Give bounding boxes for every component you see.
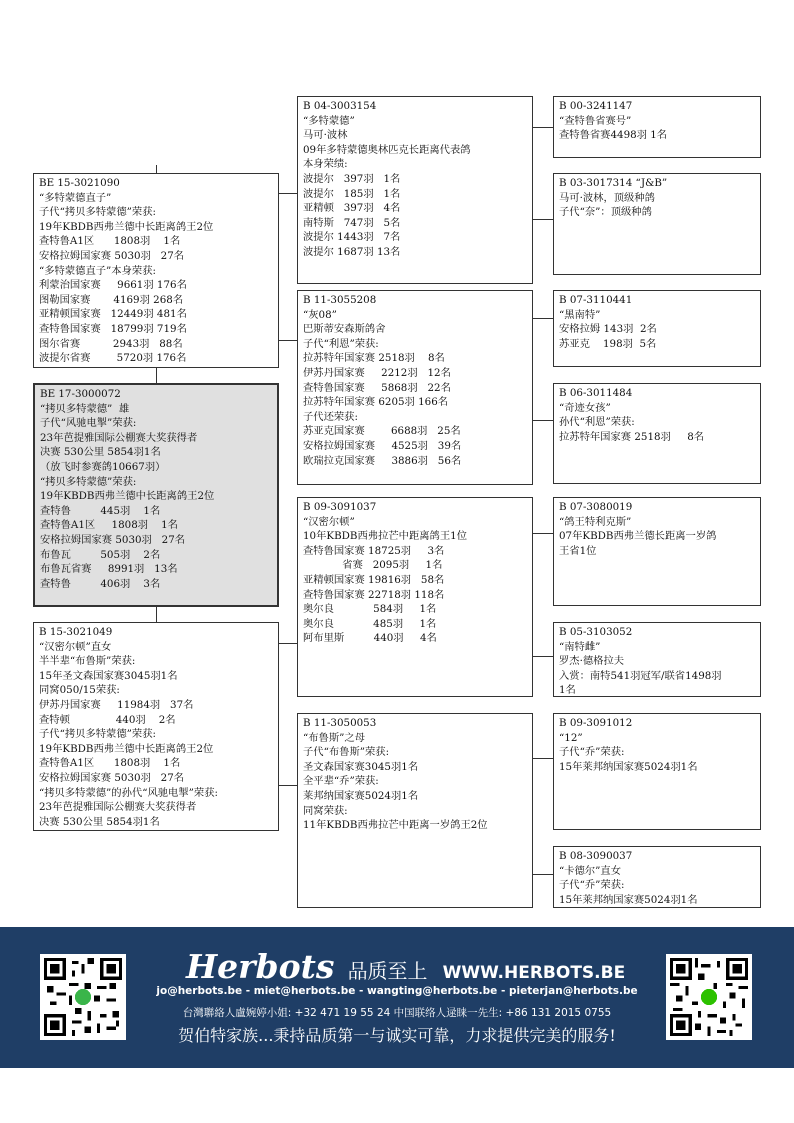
pedigree-line: 图尔省赛 2943羽 88名 — [39, 337, 183, 350]
pedigree-line: 波提尔 185羽 1名 — [303, 187, 401, 200]
pedigree-line: 查特鲁 406羽 3名 — [40, 577, 161, 590]
pedigree-line: 圣文森国家赛3045羽1名 — [303, 760, 419, 773]
pedigree-line: 19年KBDB西弗兰德中长距离鸽王2位 — [39, 742, 214, 755]
pedigree-line: 苏亚克国家赛 6688羽 25名 — [303, 425, 461, 438]
pedigree-line: 查特鲁省赛4498羽 1名 — [559, 129, 668, 142]
dam-dam-sire-box — [553, 713, 761, 830]
pedigree-line: 奥尔良 584羽 1名 — [303, 603, 437, 616]
pedigree-line: 马可·波林，顶级种鸽 — [559, 191, 655, 204]
ring-number: B 15-3021049 — [39, 626, 113, 638]
pedigree-line: “布鲁斯”之母 — [303, 731, 366, 744]
pedigree-line: 本身荣绩: — [303, 158, 348, 171]
sire-dam-box — [297, 290, 533, 485]
pedigree-line: “汉密尔顿”直女 — [39, 640, 112, 653]
pedigree-line: 阿布里斯 440羽 4名 — [303, 632, 437, 645]
pedigree-line: 安格拉姆 143羽 2名 — [559, 323, 657, 336]
connector-line — [533, 219, 553, 220]
connector-line — [533, 533, 553, 534]
connector-line — [279, 193, 297, 194]
pedigree-line: 决赛 530公里 5854羽1名 — [40, 446, 161, 459]
pedigree-line: 15年莱邦纳国家赛5024羽1名 — [559, 760, 698, 773]
pedigree-line: 15年莱邦纳国家赛5024羽1名 — [559, 893, 698, 906]
ring-number: B 08-3090037 — [559, 850, 633, 862]
pedigree-line: 查特鲁 445羽 1名 — [40, 504, 161, 517]
pedigree-line: “南特雌” — [559, 640, 601, 653]
pedigree-line: 拉苏特年国家赛 2518羽 8名 — [303, 352, 445, 365]
pedigree-line: 查特顿 440羽 2名 — [39, 713, 176, 726]
pedigree-line: “鸽王特利克斯” — [559, 515, 632, 528]
pedigree-line: 王省1位 — [559, 544, 597, 557]
pedigree-line: 莱邦纳国家赛5024羽1名 — [303, 789, 419, 802]
pedigree-line: 罗杰·德格拉夫 — [559, 655, 625, 668]
ring-number: B 07-3110441 — [559, 294, 633, 306]
pedigree-line: 亚精顿国家赛 19816羽 58名 — [303, 573, 445, 586]
pedigree-line: 同窝050/15荣获: — [39, 684, 120, 697]
pedigree-line: “多特蒙德” — [303, 114, 355, 127]
ring-number: B 09-3091037 — [303, 501, 377, 513]
pedigree-line: 安格拉姆国家赛 5030羽 27名 — [40, 533, 186, 546]
pedigree-line: 伊苏丹国家赛 2212羽 12名 — [303, 366, 451, 379]
pedigree-line: 09年多特蒙德奥林匹克长距离代表鸽 — [303, 143, 471, 156]
pedigree-line: 波提尔 1443羽 7名 — [303, 231, 401, 244]
connector-line — [533, 127, 553, 128]
pedigree-line: 波提尔 1687羽 13名 — [303, 245, 401, 258]
pedigree-line: “拷贝多特蒙德”的孙代“风驰电掣”荣获: — [39, 786, 218, 799]
connector-line — [156, 165, 157, 173]
pedigree-line: 子代“布鲁斯”荣获: — [303, 746, 390, 759]
ring-number: B 09-3091012 — [559, 717, 633, 729]
pedigree-line: 子代“奈”：顶级种鸽 — [559, 206, 652, 219]
qr-code-right[interactable] — [666, 954, 752, 1040]
herbots-logo[interactable]: Herbots — [186, 947, 335, 986]
pedigree-line: 省赛 2095羽 1名 — [303, 559, 443, 572]
pedigree-line: “拷贝多特蒙德”荣获: — [40, 475, 137, 488]
pedigree-line: 亚精顿 397羽 4名 — [303, 202, 401, 215]
subject-box — [33, 383, 279, 607]
pedigree-line: “黑南特” — [559, 308, 601, 321]
qr-pattern — [44, 958, 122, 1036]
website-link[interactable]: WWW.HERBOTS.BE — [442, 963, 626, 983]
connector-line — [279, 643, 297, 644]
pedigree-line: “奇迹女孩” — [559, 401, 611, 414]
pedigree-line: 15年圣文森国家赛3045羽1名 — [39, 669, 178, 682]
qr-code-left[interactable] — [40, 954, 126, 1040]
email-list[interactable]: jo@herbots.be - miet@herbots.be - wangting@herbots.be - pieterjan@herbots.be — [156, 985, 638, 997]
dam-sire-dam-box — [553, 622, 761, 697]
ring-number: B 07-3080019 — [559, 501, 633, 513]
pedigree-line: 布鲁瓦 505羽 2名 — [40, 548, 161, 561]
pedigree-line: 1名 — [559, 684, 576, 697]
pedigree-line: “12” — [559, 731, 583, 744]
pedigree-line: 入赏：南特541羽冠军/联省1498羽 — [559, 669, 722, 682]
pedigree-line: 安格拉姆国家赛 5030羽 27名 — [39, 771, 185, 784]
dam-dam-dam-box — [553, 846, 761, 908]
pedigree-line: “查特鲁省赛号” — [559, 114, 632, 127]
sire-sire-box — [297, 96, 533, 284]
wechat-icon — [701, 989, 717, 1005]
pedigree-line: 子代还荣获: — [303, 410, 358, 423]
pedigree-line: 查特鲁国家赛 18799羽 719名 — [39, 322, 187, 335]
pedigree-line: 全平辈“乔”荣获: — [303, 775, 379, 788]
pedigree-line: “拷贝多特蒙德” 雄 — [40, 402, 130, 415]
ring-number: BE 15-3021090 — [39, 177, 120, 189]
pedigree-line: 波提尔 397羽 1名 — [303, 172, 401, 185]
pedigree-line: 查特鲁A1区 1808羽 1名 — [39, 235, 181, 248]
pedigree-line: “多特蒙德直子”本身荣获: — [39, 264, 156, 277]
pedigree-line: 07年KBDB西弗兰德长距离一岁鸽 — [559, 530, 717, 543]
footer-banner — [0, 927, 794, 1068]
contact-phones: 台灣聯絡人盧婉婷小姐: +32 471 19 55 24 中国联络人逯睐一先生: +86 131 2015 0755 — [182, 1007, 612, 1019]
sire-sire-sire-box — [553, 96, 761, 158]
dam-sire-box — [297, 497, 533, 697]
ring-number: B 05-3103052 — [559, 626, 633, 638]
pedigree-line: 子代“乔”荣获: — [559, 879, 625, 892]
dam-sire-sire-box — [553, 497, 761, 606]
pedigree-line: 查特鲁A1区 1808羽 1名 — [40, 519, 178, 532]
pedigree-line: 23年芭提雅国际公棚赛大奖获得者 — [40, 431, 198, 444]
pedigree-line: 图勒国家赛 4169羽 268名 — [39, 293, 184, 306]
connector-line — [156, 607, 157, 622]
motto-text: 贺伯特家族...秉持品质第一与诚实可靠，力求提供完美的服务! — [178, 1026, 616, 1045]
pedigree-line: 子代“利恩”荣获: — [303, 337, 379, 350]
connector-line — [533, 874, 553, 875]
ring-number: B 00-3241147 — [559, 100, 633, 112]
pedigree-line: 亚精顿国家赛 12449羽 481名 — [39, 308, 187, 321]
connector-line — [279, 785, 297, 786]
qr-pattern — [670, 958, 748, 1036]
sire-dam-sire-box — [553, 290, 761, 367]
connector-line — [533, 758, 553, 759]
ring-number: B 11-3050053 — [303, 717, 377, 729]
ring-number: B 04-3003154 — [303, 100, 377, 112]
connector-line — [533, 420, 553, 421]
pedigree-line: 查特鲁国家赛 18725羽 3名 — [303, 544, 445, 557]
pedigree-line: 苏亚克 198羽 5名 — [559, 337, 657, 350]
pedigree-line: 子代“风驰电掣”荣获: — [40, 417, 137, 430]
pedigree-line: 19年KBDB西弗兰德中长距离鸽王2位 — [39, 220, 214, 233]
pedigree-line: 查特鲁国家赛 22718羽 118名 — [303, 588, 445, 601]
ring-number: B 03-3017314 “J&B” — [559, 177, 668, 189]
pedigree-line: 南特斯 747羽 5名 — [303, 216, 401, 229]
pedigree-line: 查特鲁国家赛 5868羽 22名 — [303, 381, 451, 394]
connector-line — [533, 656, 553, 657]
pedigree-line: 巴斯蒂安森斯鸽舍 — [303, 323, 386, 336]
sire-sire-dam-box — [553, 173, 761, 275]
pedigree-line: 孙代“利恩”荣获: — [559, 416, 635, 429]
brand-line — [186, 947, 626, 986]
connector-line — [279, 340, 297, 341]
pedigree-line: 伊苏丹国家赛 11984羽 37名 — [39, 698, 194, 711]
sire-dam-dam-box — [553, 383, 761, 484]
ring-number: BE 17-3000072 — [40, 388, 121, 400]
pedigree-line: 半半辈“布鲁斯”荣获: — [39, 655, 136, 668]
pedigree-line: “灰08” — [303, 308, 337, 321]
pedigree-line: “多特蒙德直子” — [39, 191, 112, 204]
pedigree-line: 子代“拷贝多特蒙德”荣获: — [39, 728, 156, 741]
connector-line — [533, 318, 553, 319]
pedigree-line: 波提尔省赛 5720羽 176名 — [39, 352, 187, 365]
pedigree-line: 安格拉姆国家赛 5030羽 27名 — [39, 249, 185, 262]
slogan-text: 品质至上 — [347, 959, 428, 983]
pedigree-line: 利蒙治国家赛 9661羽 176名 — [39, 279, 187, 292]
pedigree-line: 马可·波林 — [303, 129, 348, 142]
pedigree-line: 10年KBDB西弗拉芒中距离鸽王1位 — [303, 530, 468, 543]
pedigree-line: “汉密尔顿” — [303, 515, 355, 528]
dam-box — [33, 622, 279, 831]
ring-number: B 06-3011484 — [559, 387, 633, 399]
pedigree-line: （放飞时参赛鸽10667羽） — [40, 460, 166, 473]
connector-line — [156, 368, 157, 383]
pedigree-line: 19年KBDB西弗兰德中长距离鸽王2位 — [40, 490, 215, 503]
pedigree-line: 安格拉姆国家赛 4525羽 39名 — [303, 439, 462, 452]
pedigree-line: “卡德尔”直女 — [559, 864, 622, 877]
pedigree-line: 拉苏特年国家赛 2518羽 8名 — [559, 430, 705, 443]
ring-number: B 11-3055208 — [303, 294, 377, 306]
pedigree-line: 11年KBDB西弗拉芒中距离一岁鸽王2位 — [303, 819, 488, 832]
pedigree-line: 同窝荣获: — [303, 804, 348, 817]
pedigree-line: 欧瑞拉克国家赛 3886羽 56名 — [303, 454, 462, 467]
line-icon — [75, 989, 91, 1005]
sire-box — [33, 173, 279, 368]
pedigree-line: 决赛 530公里 5854羽1名 — [39, 815, 160, 828]
pedigree-line: 查特鲁A1区 1808羽 1名 — [39, 757, 181, 770]
dam-dam-box — [297, 713, 533, 908]
pedigree-line: 拉苏特年国家赛 6205羽 166名 — [303, 396, 449, 409]
pedigree-line: 23年芭提雅国际公棚赛大奖获得者 — [39, 801, 197, 814]
pedigree-line: 奥尔良 485羽 1名 — [303, 617, 437, 630]
pedigree-line: 子代“乔”荣获: — [559, 746, 625, 759]
pedigree-line: 布鲁瓦省赛 8991羽 13名 — [40, 563, 178, 576]
pedigree-line: 子代“拷贝多特蒙德”荣获: — [39, 206, 156, 219]
